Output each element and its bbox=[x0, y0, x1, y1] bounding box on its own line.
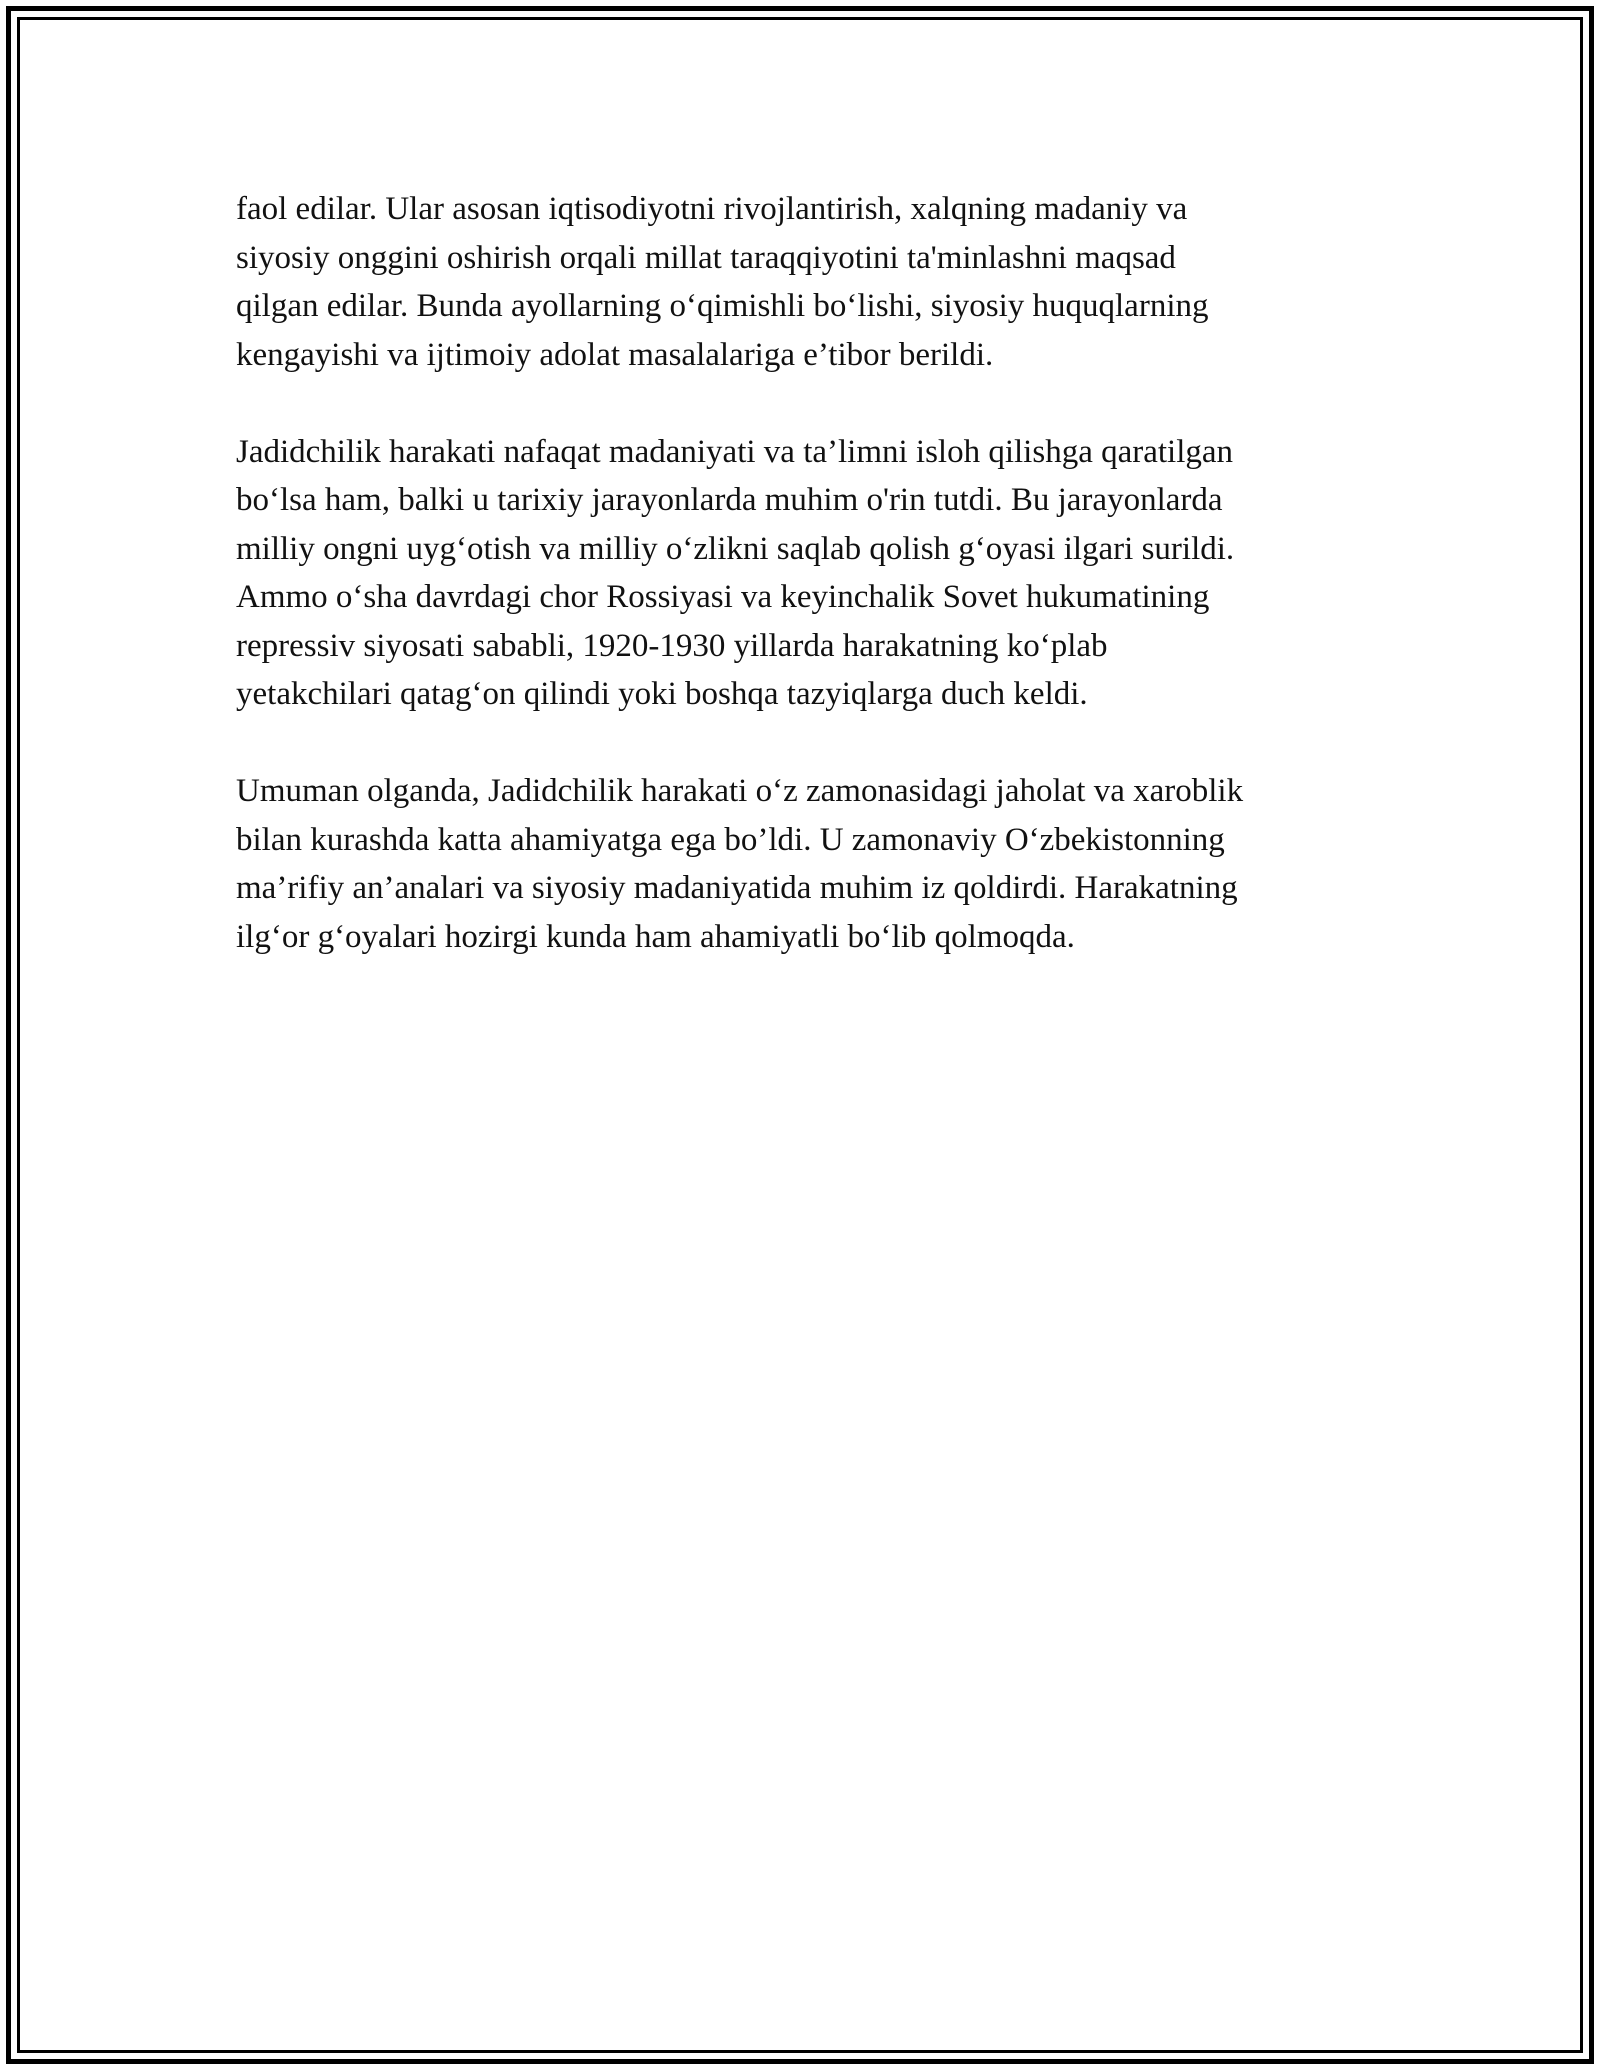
paragraph-1: faol edilar. Ular asosan iqtisodiyotni rivojlantirish, xalqning madaniy va siyosiy onggini oshirish orqali millat taraqqiyotini ta'minlashni maqsad qilgan edilar. Bunda ayollarning o‘qimishli bo‘lishi, siyosiy huquqlarning kengayishi va ijtimoiy adolat masalalariga e’tibor berildi. bbox=[236, 191, 1209, 373]
document-body bbox=[236, 185, 1386, 1010]
paragraph-2: Jadidchilik harakati nafaqat madaniyati va ta’limni isloh qilishga qaratilgan bo‘lsa ham, balki u tarixiy jarayonlarda muhim o'rin tutdi. Bu jarayonlarda milliy ongni uyg‘otish va milliy o‘zlikni saqlab qolish g‘oyasi ilgari surildi. Ammo o‘sha davrdagi chor Rossiyasi va keyinchalik Sovet hukumatining repressiv siyosati sababli, 1920-1930 yillarda harakatning ko‘plab yetakchilari qatag‘on qilindi yoki boshqa tazyiqlarga duch keldi. bbox=[236, 433, 1235, 712]
paragraph-3: Umuman olganda, Jadidchilik harakati o‘z zamonasidagi jaholat va xaroblik bilan kurashda katta ahamiyatga ega bo’ldi. U zamonaviy O‘zbekistonning ma’rifiy an’analari va siyosiy madaniyatida muhim iz qoldirdi. Harakatning ilg‘or g‘oyalari hozirgi kunda ham ahamiyatli bo‘lib qolmoqda. bbox=[236, 773, 1244, 955]
